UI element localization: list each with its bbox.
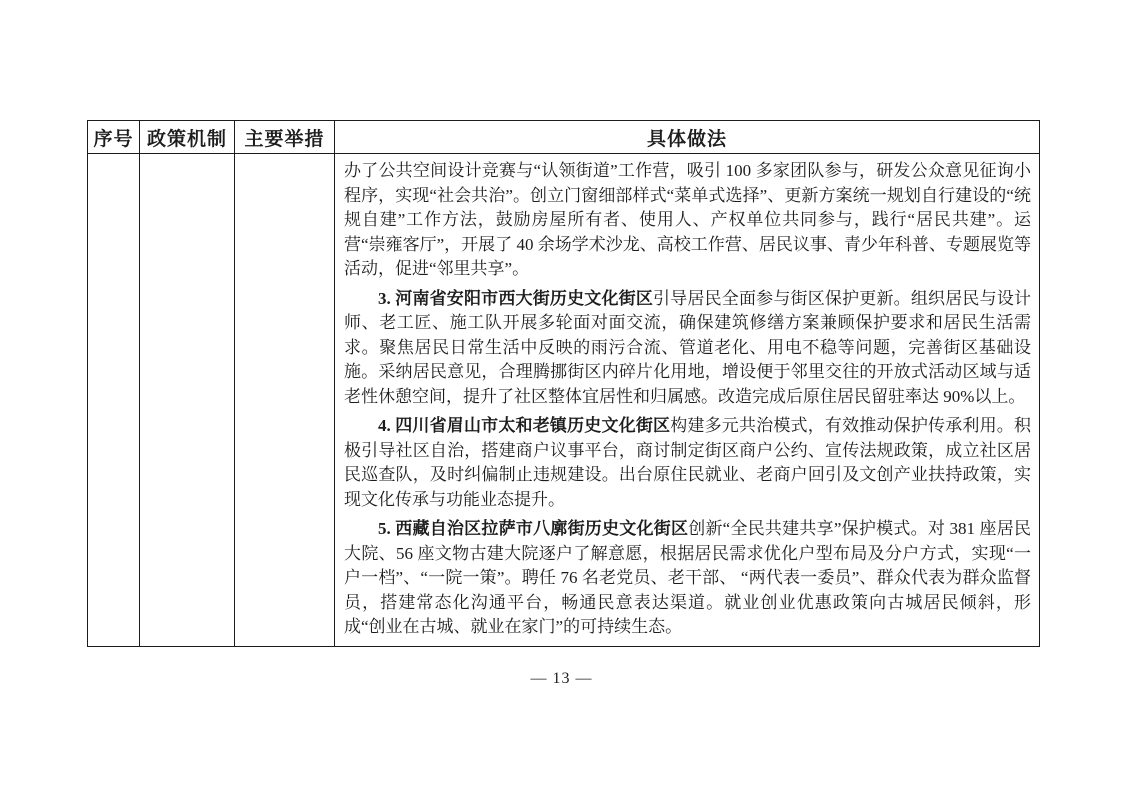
cell-zhengce-jizhi [140,154,235,647]
cell-xuhao [88,154,140,647]
case-paragraph [344,287,1031,410]
page-number: — 13 — [530,670,593,687]
case-lead: 5. 西藏自治区拉萨市八廓街历史文化街区 [378,519,689,538]
table-header-row [88,121,1040,154]
cell-zhuyao-jucuo [235,154,335,647]
case-text: 引导居民全面参与街区保护更新。组织居民与设计师、老工匠、施工队开展多轮面对面交流，确保建筑修缮方案兼顾保护要求和居民生活需求。聚焦居民日常生活中反映的雨污合流、管道老化、用电不稳等问题，完善街区基础设施。采纳居民意见，合理腾挪街区内碎片化用地，增设便于邻里交往的开放式活动区域与适老性休憩空间，提升了社区整体宜居性和归属感。改造完成后原住居民留驻率达 90%以上。 [344,288,1032,406]
header-zhuyao-jucuo: 主要举措 [235,121,335,154]
header-juti-zuofa: 具体做法 [335,121,1040,154]
case-text: 办了公共空间设计竞赛与“认领街道”工作营，吸引 100 多家团队参与，研发公众意见征询小程序，实现“社会共治”。创立门窗细部样式“菜单式选择”、更新方案统一规划自行建设的“统规自建”工作方法，鼓励房屋所有者、使用人、产权单位共同参与，践行“居民共建”。运营“崇雍客厅”，开展了 40 余场学术沙龙、高校工作营、居民议事、青少年科普、专题展览等活动，促进“邻里共享”。 [344,161,1031,278]
cell-juti-zuofa [335,154,1040,647]
case-text: 创新“全民共建共享”保护模式。对 381 座居民大院、56 座文物古建大院逐户了解意愿，根据居民需求优化户型布局及分户方式，实现“一户一档”、“一院一策”。聘任 76 名老党员、老干部、 “两代表一委员”、群众代表为群众监督员，搭建常态化沟通平台，畅通民意表达渠道。就业创业优惠政策向古城居民倾斜，形成“创业在古城、就业在家门”的可持续生态。 [344,519,1031,636]
case-lead: 4. 四川省眉山市太和老镇历史文化街区 [378,416,671,435]
policy-table [87,120,1040,647]
case-paragraph [344,517,1031,640]
table-row [88,154,1040,647]
header-xuhao: 序号 [88,121,140,154]
case-text: 构建多元共治模式，有效推动保护传承利用。积极引导社区自治，搭建商户议事平台，商讨制定街区商户公约、宣传法规政策，成立社区居民巡查队，及时纠偏制止违规建设。出台原住民就业、老商户回引及文创产业扶持政策，实现文化传承与功能业态提升。 [344,416,1032,509]
header-zhengce-jizhi: 政策机制 [140,121,235,154]
case-paragraph-list [344,159,1031,640]
case-paragraph [344,414,1031,512]
case-lead: 3. 河南省安阳市西大街历史文化街区 [378,288,654,308]
case-paragraph [344,159,1031,282]
